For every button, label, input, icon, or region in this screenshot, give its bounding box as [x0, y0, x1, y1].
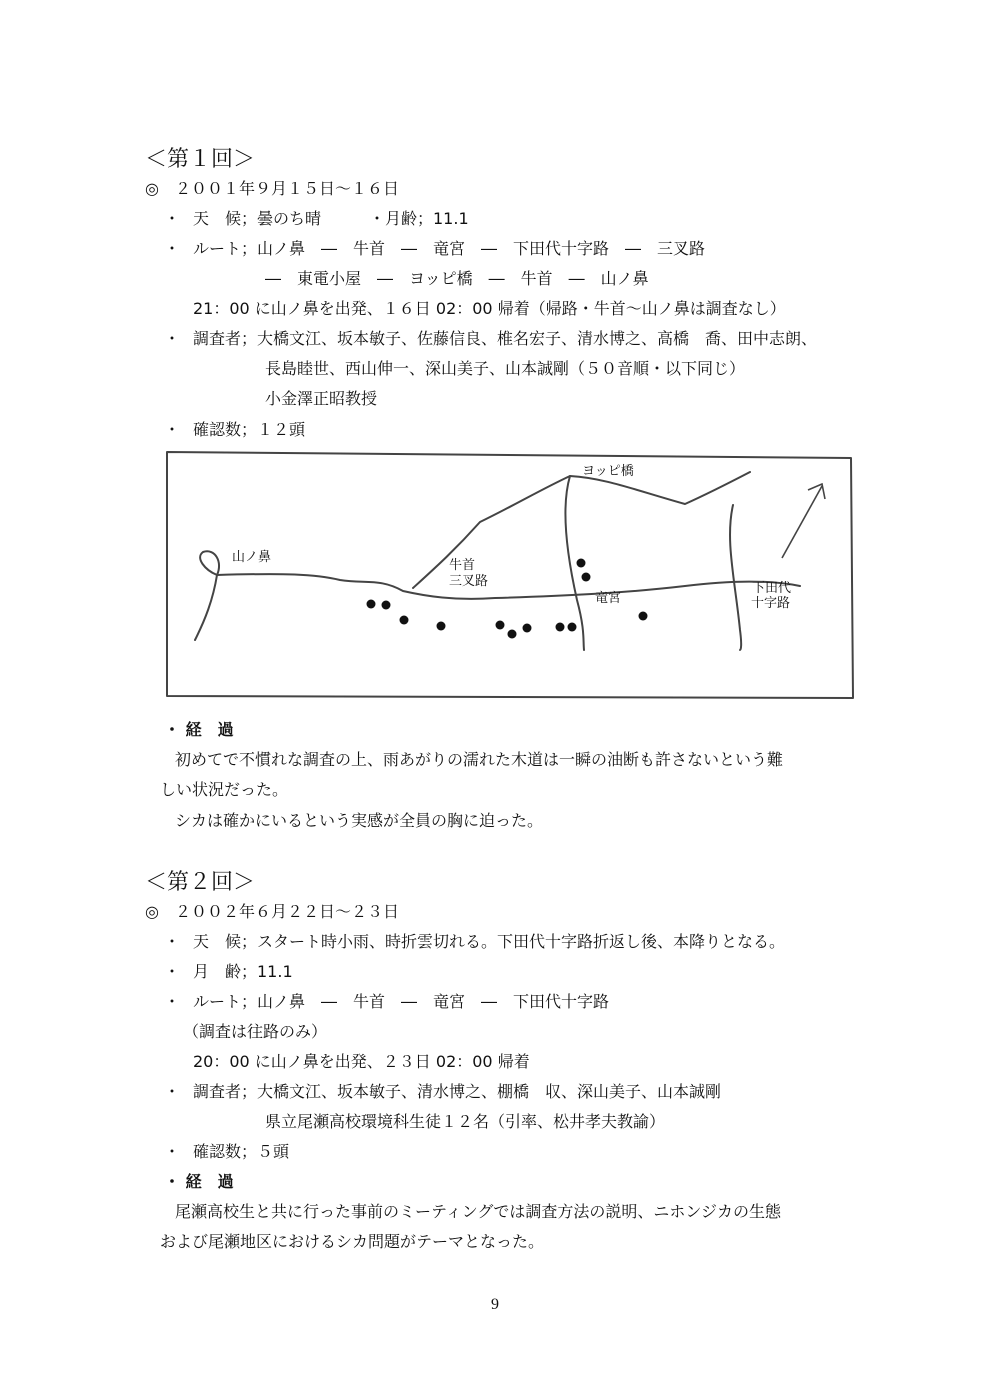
deer-dot [400, 616, 409, 625]
label-jujiro: 十字路 [751, 596, 791, 611]
session2-surveyors-line2: 県立尾瀬高校環境科生徒１２名（引率、松井孝夫教諭） [265, 1112, 666, 1131]
map-yamanohana-loop [200, 551, 219, 575]
session2-heading: ＜第２回＞ [145, 870, 256, 895]
bullet: ・ [164, 932, 181, 951]
session2-time: 20：00 に山ノ鼻を出発、２３日 02：00 帰着 [193, 1052, 530, 1071]
bullet: ・ [164, 1142, 181, 1161]
label-ushikubi: 牛首 [449, 558, 476, 573]
map-yamanohana-branch [195, 575, 217, 640]
bullet: ・ [164, 329, 181, 348]
session1-count: 確認数；１２頭 [193, 420, 306, 439]
deer-dot [382, 601, 391, 610]
bullet: ・ [164, 209, 181, 228]
session2-moon: 月 齢；11.1 [193, 962, 293, 981]
session1-progress-line3: シカは確かにいるという実感が全員の胸に迫った。 [175, 811, 544, 830]
label-yamanohana: 山ノ鼻 [232, 550, 272, 565]
survey-route-map [165, 450, 855, 700]
session1-progress-label: ・ 経 過 [164, 720, 234, 739]
session2-progress-line1: 尾瀬高校生と共に行った事前のミーティングでは調査方法の説明、ニホンジカの生態 [175, 1202, 782, 1221]
session2-route-note: （調査は往路のみ） [183, 1022, 328, 1041]
session1-time: 21：00 に山ノ鼻を出発、１６日 02：00 帰着（帰路・牛首～山ノ鼻は調査なし） [193, 299, 786, 318]
bullet: ・ [164, 239, 181, 258]
session1-progress-line1: 初めてで不慣れな調査の上、雨あがりの濡れた木道は一瞬の油断も許さないという難 [175, 750, 784, 769]
deer-dot [367, 600, 376, 609]
deer-dot [639, 612, 648, 621]
deer-dot [437, 622, 446, 631]
session1-route-line2: ― 東電小屋 ― ヨッピ橋 ― 牛首 ― 山ノ鼻 [265, 269, 649, 288]
label-yoppi-bridge: ヨッピ橋 [582, 464, 634, 479]
deer-dot [523, 624, 532, 633]
deer-dot [568, 623, 577, 632]
map-main-trail [217, 574, 800, 599]
bullet: ・ [164, 992, 181, 1011]
deer-dot [582, 573, 591, 582]
session1-heading: ＜第１回＞ [145, 147, 256, 172]
deer-dot [577, 559, 586, 568]
label-sansaro: 三叉路 [449, 574, 489, 589]
label-shimotashiro: 下田代 [752, 581, 792, 596]
deer-dot [508, 630, 517, 639]
north-arrow [782, 484, 825, 558]
map-shimotashiro-trail [730, 505, 741, 650]
session2-surveyors-line1: 調査者；大橋文江、坂本敏子、清水博之、棚橋 収、深山美子、山本誠剛 [193, 1082, 722, 1101]
bullet: ・ [164, 1082, 181, 1101]
page-number: 9 [491, 1296, 499, 1313]
session1-surveyors-line3: 小金澤正昭教授 [265, 389, 378, 408]
session1-surveyors-line2: 長島睦世、西山伸一、深山美子、山本誠剛（５０音順・以下同じ） [265, 359, 746, 378]
session1-date: ◎ ２００１年９月１５日～１６日 [145, 179, 399, 198]
session2-weather: 天 候；スタート時小雨、時折雲切れる。下田代十字路折返し後、本降りとなる。 [193, 932, 786, 951]
session1-surveyors-line1: 調査者；大橋文江、坂本敏子、佐藤信良、椎名宏子、清水博之、高橋 喬、田中志朗、 [193, 329, 818, 348]
session2-progress-line2: および尾瀬地区におけるシカ問題がテーマとなった。 [160, 1232, 545, 1251]
session1-weather: 天 候；曇のち晴 ・月齢；11.1 [193, 209, 469, 228]
session1-progress-line2: しい状況だった。 [160, 780, 289, 799]
session2-count: 確認数；５頭 [193, 1142, 290, 1161]
deer-dot [496, 621, 505, 630]
session1-route-line1: ルート；山ノ鼻 ― 牛首 ― 竜宮 ― 下田代十字路 ― 三叉路 [193, 239, 706, 258]
session2-route: ルート；山ノ鼻 ― 牛首 ― 竜宮 ― 下田代十字路 [193, 992, 610, 1011]
session2-date: ◎ ２００２年６月２２日～２３日 [145, 902, 399, 921]
deer-dot [556, 623, 565, 632]
session2-progress-label: ・ 経 過 [164, 1172, 234, 1191]
label-ryugu: 竜宮 [595, 591, 622, 606]
bullet: ・ [164, 420, 181, 439]
bullet: ・ [164, 962, 181, 981]
